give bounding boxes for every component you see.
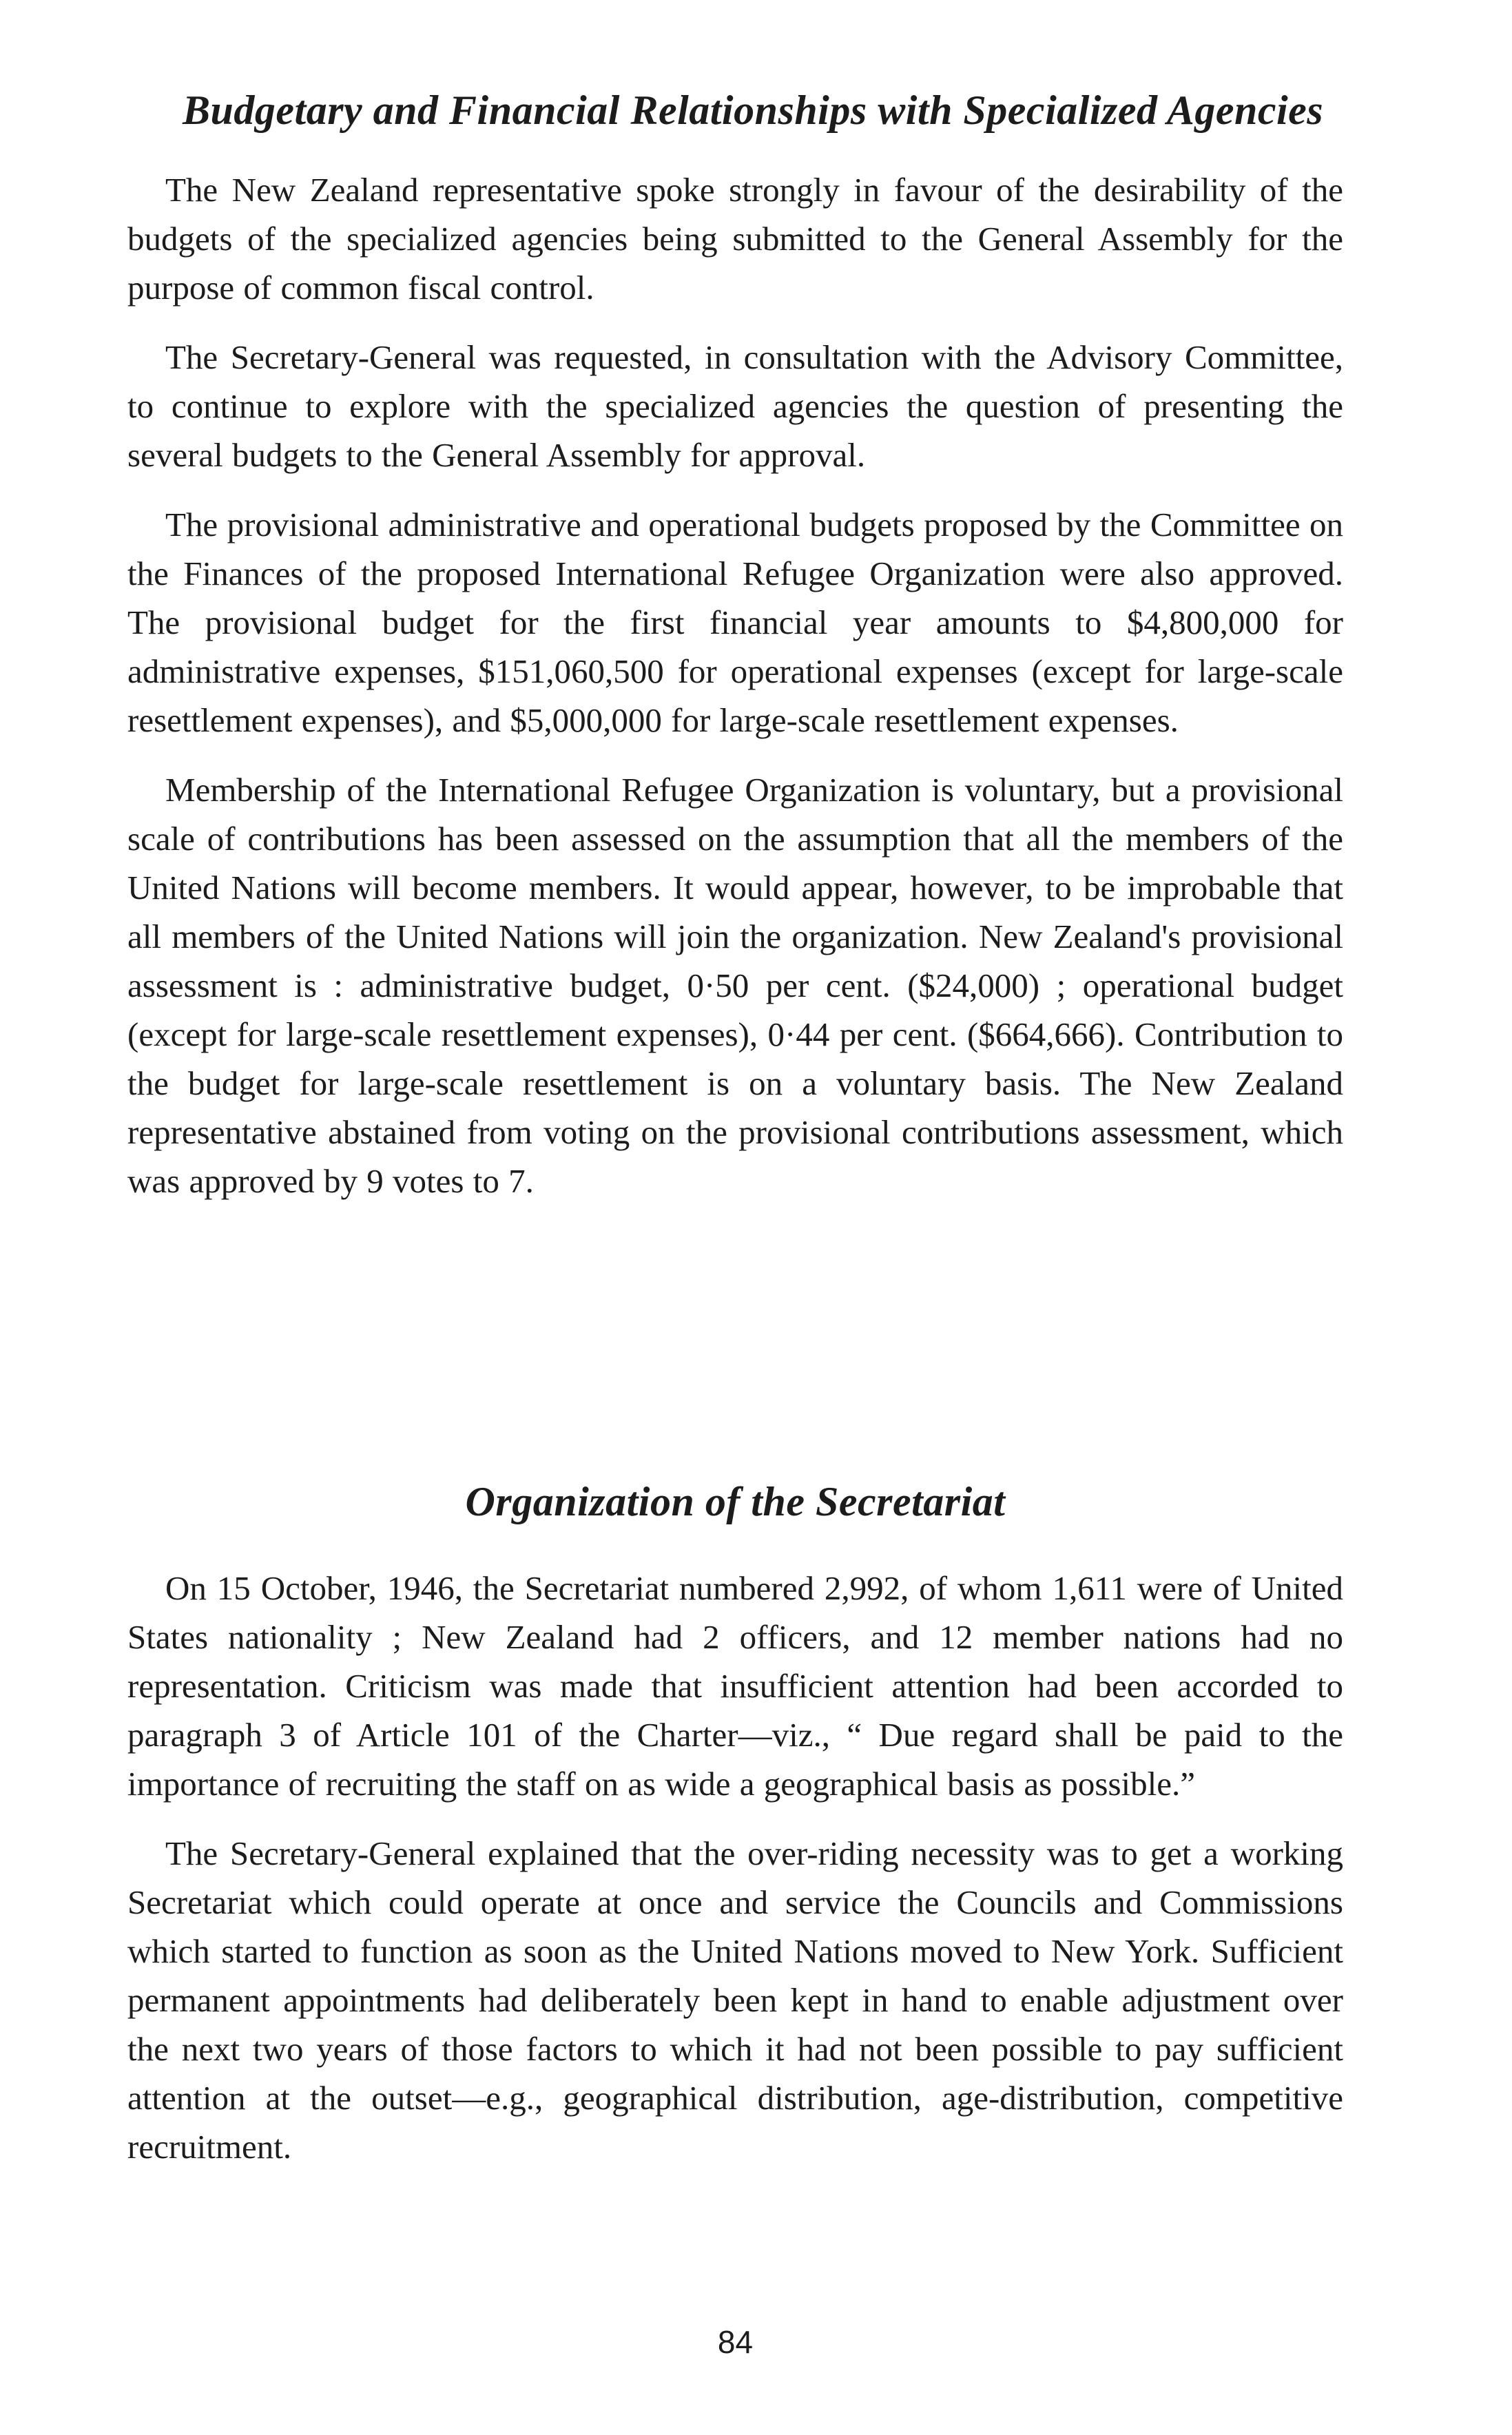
section-heading-secretariat: Organization of the Secretariat — [465, 1479, 1006, 1524]
paragraph: Membership of the International Refugee Organization is voluntary, but a provisional scale of contributions has been assessed on the assumption that all the members of the United Nations will become members. It would appear, however, to be improbable that all members of the United Nations will join the organization. New Zealand's provisional assessment is : administrative budget, 0·50 per cent. ($24,000) ; operational budget (except for large-scale resettlement expenses), 0·44 per cent. ($664,666). Contribution to the budget for large-scale resettlement is on a voluntary basis. The New Zealand representative abstained from voting on the provisional contributions assessment, which was approved by 9 votes to 7. — [127, 771, 1343, 1200]
section-heading-budgetary: Budgetary and Financial Relationships with Specialized Agencies — [183, 87, 1324, 133]
paragraph: The New Zealand representative spoke strongly in favour of the desirability of the budgets of the specialized agencies being submitted to the General Assembly for the purpose of common fiscal control. — [127, 171, 1343, 307]
paragraph: The provisional administrative and operational budgets proposed by the Committee on the Finances of the proposed International Refugee Organization were also approved. The provisional budget for the first financial year amounts to $4,800,000 for administrative expenses, $151,060,500 for operational expenses (except for large-scale resettlement expenses), and $5,000,000 for large-scale resettlement expenses. — [127, 506, 1343, 739]
section-secretariat-body — [127, 1564, 1343, 2192]
paragraph: On 15 October, 1946, the Secretariat numbered 2,992, of whom 1,611 were of United States nationality ; New Zealand had 2 officers, and 12 member nations had no representation. Criticism was made that insufficient attention had been accorded to paragraph 3 of Article 101 of the Charter—viz., “ Due regard shall be paid to the importance of recruiting the staff on as wide a geographical basis as possible.” — [127, 1569, 1343, 1803]
paragraph: The Secretary-General was requested, in consultation with the Advisory Committee, to continue to explore with the specialized agencies the question of presenting the several budgets to the General Assembly for approval. — [127, 338, 1343, 474]
page-number: 84 — [717, 2324, 754, 2360]
paragraph: The Secretary-General explained that the over-riding necessity was to get a working Secretariat which could operate at once and service the Councils and Commissions which started to function as soon as the United Nations moved to New York. Sufficient permanent appointments had deliberately been kept in hand to enable adjustment over the next two years of those factors to which it had not been possible to pay sufficient attention at the outset—e.g., geographical distribution, age-distribution, competitive recruitment. — [127, 1834, 1343, 2166]
section-budgetary-body — [127, 165, 1343, 1226]
